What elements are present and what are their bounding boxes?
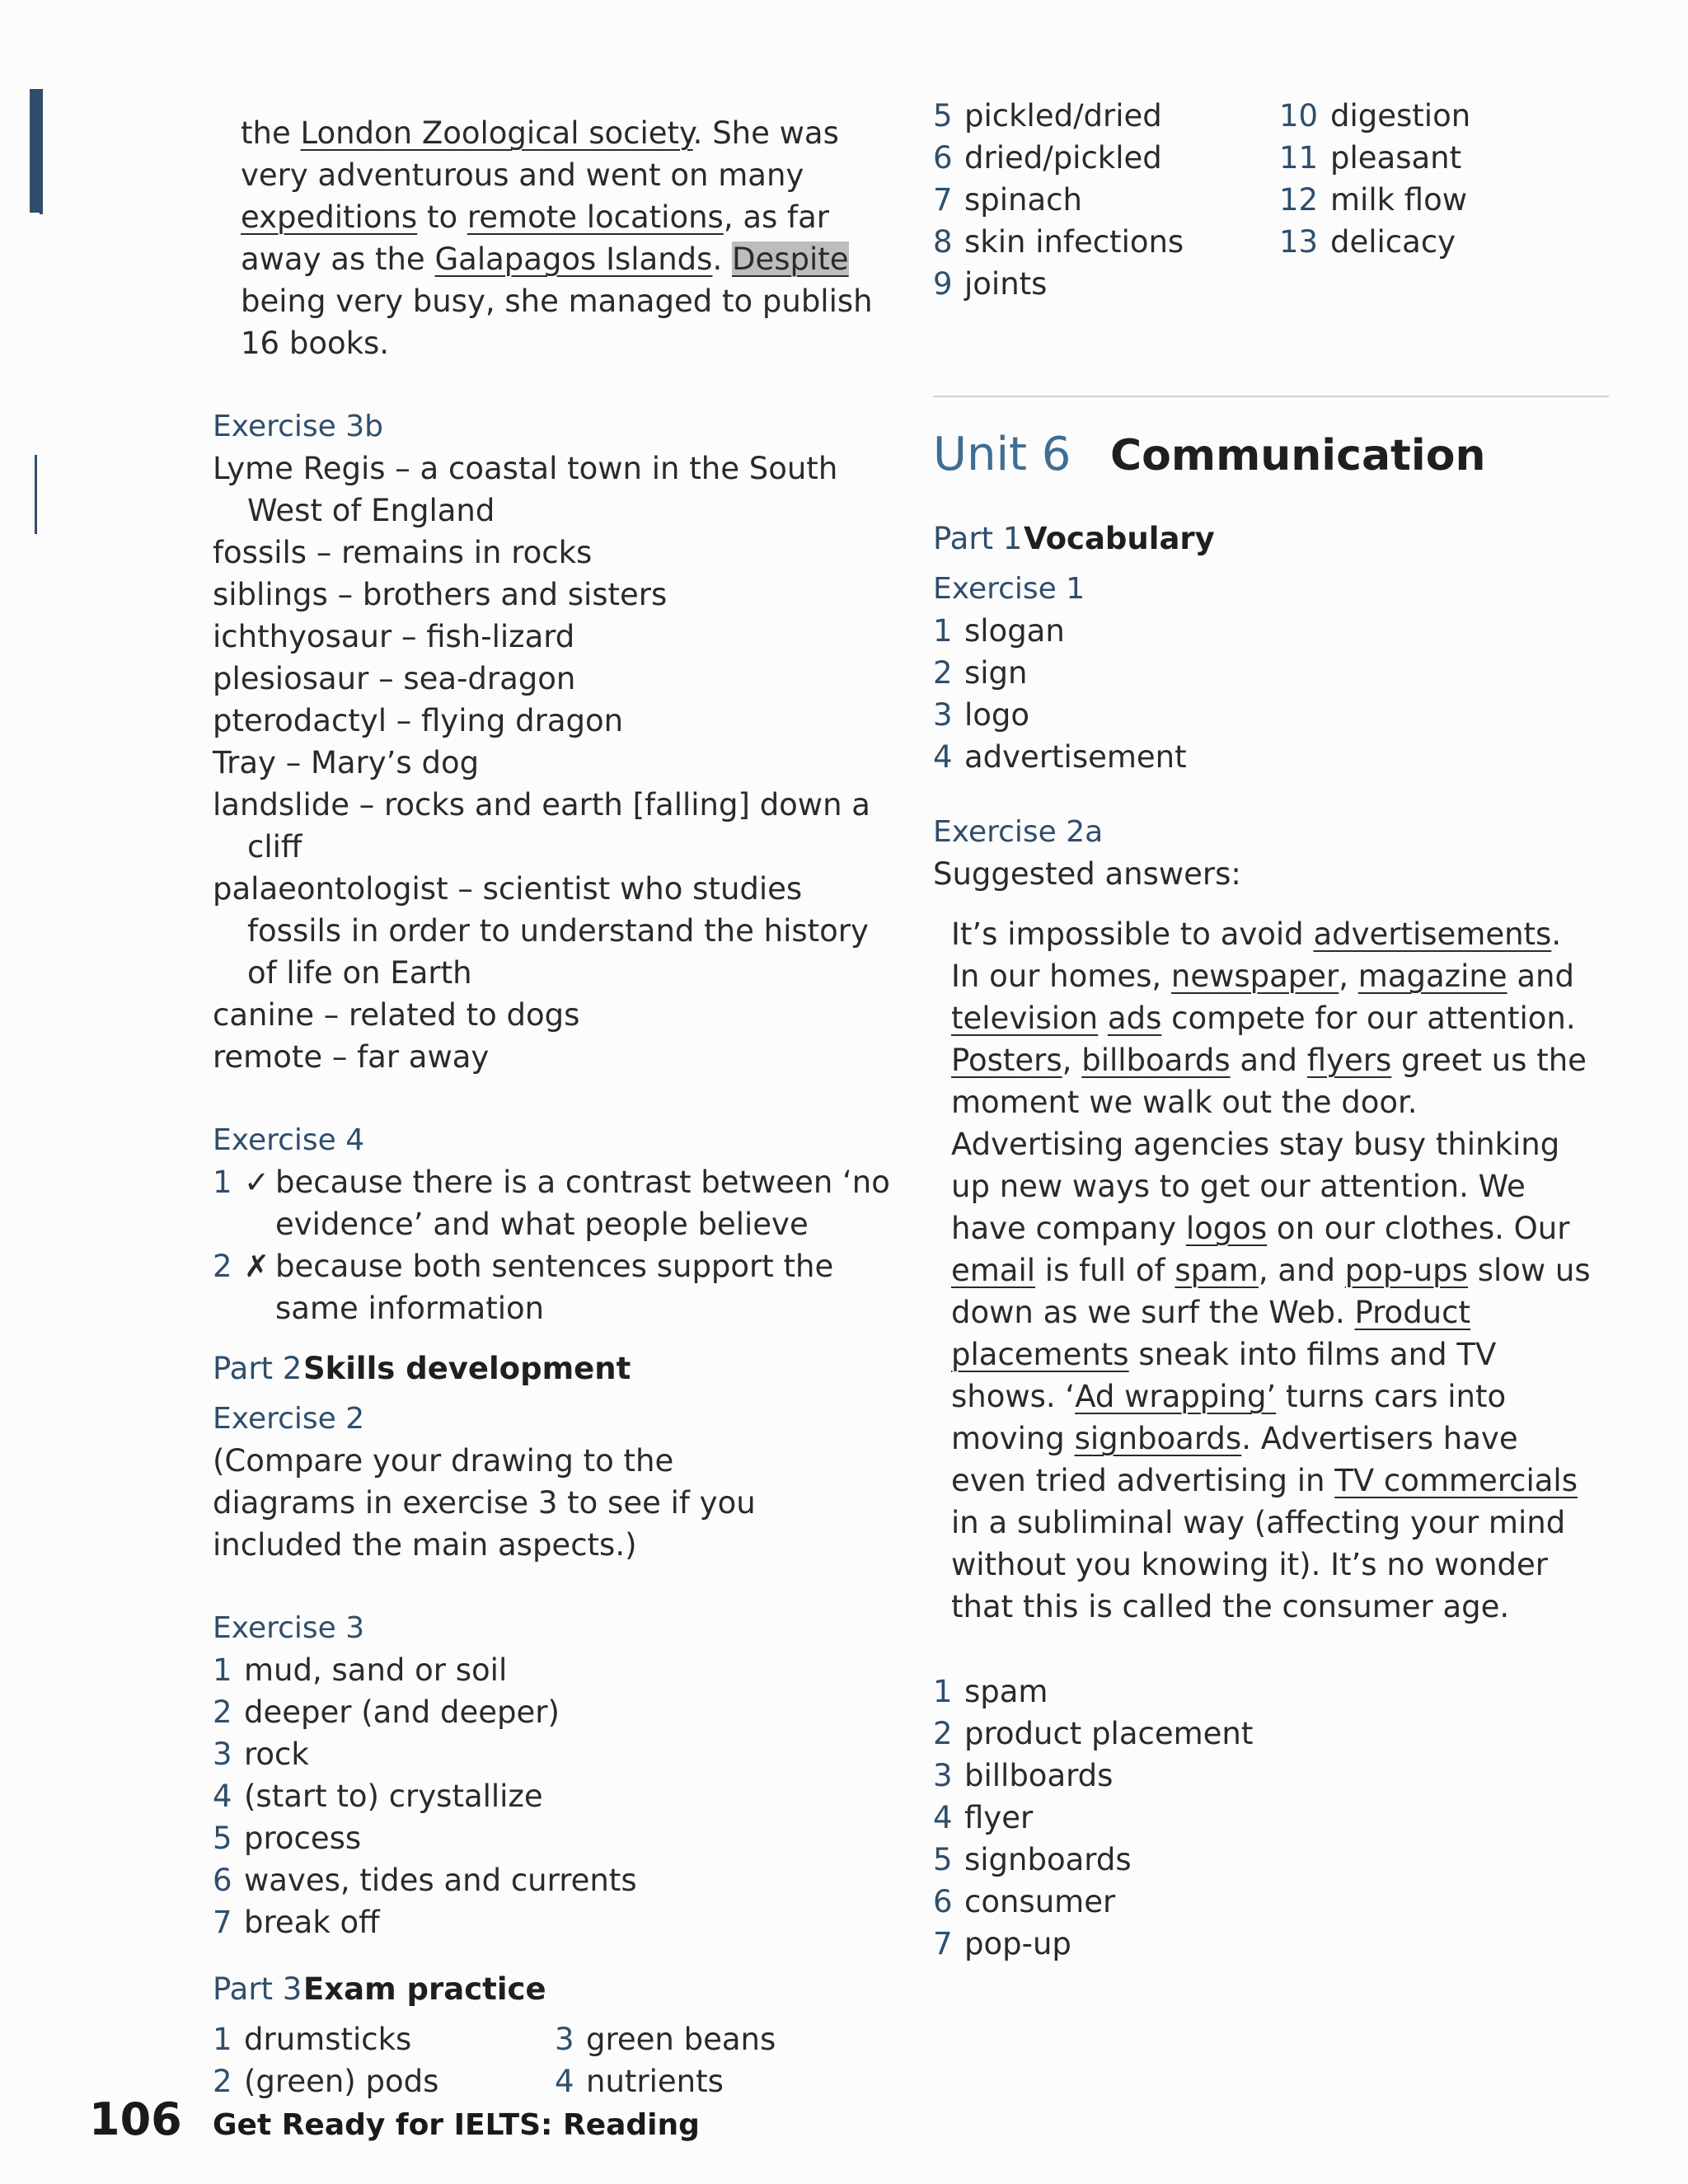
underlined-term: Product placements xyxy=(951,1295,1470,1372)
passage-text: greet us the moment we walk out the door. Advertising agencies stay busy thinking up new ways to get our attention. We have company xyxy=(951,1043,1587,1246)
part-heading xyxy=(213,1968,905,2010)
part-heading xyxy=(933,518,1609,560)
exercise-text: (Compare your drawing to the diagrams in exercise 3 to see if you included the main aspects.) xyxy=(213,1443,756,1563)
list-item xyxy=(933,736,1609,778)
item-text: advertisement xyxy=(964,739,1187,775)
item-text: delicacy xyxy=(1330,224,1456,260)
page-footer xyxy=(89,2093,700,2145)
item-number: 3 xyxy=(213,1736,232,1772)
list-item xyxy=(933,1881,1609,1923)
item-text: sign xyxy=(964,655,1028,691)
passage-text: turns cars into moving xyxy=(951,1379,1507,1456)
margin-marker xyxy=(40,173,43,214)
item-number: 2 xyxy=(213,1249,232,1284)
glossary-item: Lyme Regis – a coastal town in the South West of England xyxy=(213,451,838,528)
list-item xyxy=(1279,95,1592,137)
item-number: 2 xyxy=(213,1694,232,1730)
glossary-item: fossils – remains in rocks xyxy=(213,535,593,570)
list-item xyxy=(1279,221,1592,263)
list-item xyxy=(213,2018,555,2060)
item-text: product placement xyxy=(964,1716,1254,1751)
underlined-term: magazine xyxy=(1357,958,1507,994)
section-divider xyxy=(933,396,1609,397)
glossary-item: canine – related to dogs xyxy=(213,997,580,1033)
item-number: 6 xyxy=(213,1863,232,1898)
intro-text: being very busy, she managed to publish 16 books. xyxy=(241,284,873,361)
item-text: mud, sand or soil xyxy=(244,1652,508,1688)
underlined-term: ads xyxy=(1107,1001,1162,1036)
passage-text: is full of xyxy=(1035,1253,1175,1288)
list-item xyxy=(933,1923,1609,1965)
list-item xyxy=(933,263,1279,305)
list-item xyxy=(933,95,1279,137)
item-number xyxy=(1279,263,1330,305)
item-number: 1 xyxy=(213,1165,232,1200)
list-item xyxy=(933,1839,1609,1881)
underlined-term: pop-ups xyxy=(1344,1253,1468,1288)
item-text: skin infections xyxy=(964,224,1184,260)
item-number: 1 xyxy=(933,1674,953,1709)
item-number: 5 xyxy=(213,1821,232,1856)
passage-text: sneak into films and TV shows. ‘ xyxy=(951,1337,1497,1414)
item-number: 10 xyxy=(1279,98,1319,134)
list-item xyxy=(933,137,1279,179)
item-text: spinach xyxy=(964,182,1082,218)
underlined-term: flyers xyxy=(1306,1043,1392,1078)
item-number: 4 xyxy=(555,2064,574,2099)
item-number: 11 xyxy=(1279,140,1319,176)
item-text: (green) pods xyxy=(244,2064,439,2099)
item-text: milk flow xyxy=(1330,182,1467,218)
list-item xyxy=(213,1901,905,1943)
list-item xyxy=(213,1733,905,1775)
intro-underlined: expeditions xyxy=(241,199,418,235)
item-text: waves, tides and currents xyxy=(244,1863,637,1898)
intro-text: . xyxy=(712,241,732,277)
item-text: deeper (and deeper) xyxy=(244,1694,560,1730)
glossary-list xyxy=(213,448,905,1078)
underlined-term: TV commercials xyxy=(1334,1463,1578,1498)
list-item xyxy=(933,694,1609,736)
underlined-term: Posters xyxy=(951,1043,1062,1078)
item-text: process xyxy=(244,1821,362,1856)
item-number: 6 xyxy=(933,140,953,176)
item-text: green beans xyxy=(586,2022,776,2057)
glossary-item: pterodactyl – flying dragon xyxy=(213,703,624,738)
glossary-item: palaeontologist – scientist who studies fossils in order to understand the history of life on Earth xyxy=(213,871,869,991)
underlined-term: billboards xyxy=(1081,1043,1231,1078)
item-text: spam xyxy=(964,1674,1048,1709)
left-column xyxy=(213,112,905,2102)
item-number: 6 xyxy=(933,1884,953,1919)
exercise-heading: Exercise 2 xyxy=(213,1402,365,1436)
answer-passage xyxy=(933,913,1594,1628)
intro-underlined: London Zoological society xyxy=(300,115,693,151)
item-number: 2 xyxy=(933,655,953,691)
part-label: Part 3 xyxy=(213,1971,302,2007)
list-item xyxy=(213,1691,905,1733)
intro-text: the xyxy=(241,115,301,151)
list-item xyxy=(555,2018,897,2060)
underlined-term: television xyxy=(951,1001,1099,1036)
intro-underlined: remote locations xyxy=(467,199,724,235)
item-text: logo xyxy=(964,697,1030,733)
list-item xyxy=(933,1713,1609,1755)
intro-highlight: Despite xyxy=(731,241,849,277)
check-mark: ✓ xyxy=(244,1165,270,1200)
item-number: 2 xyxy=(933,1716,953,1751)
list-item xyxy=(1279,179,1592,221)
list-item xyxy=(1279,263,1592,305)
exercise-heading: Exercise 1 xyxy=(933,572,1085,606)
item-text: because both sentences support the same information xyxy=(275,1249,834,1326)
unit-title: Communication xyxy=(1110,431,1486,480)
glossary-item: Tray – Mary’s dog xyxy=(213,745,480,780)
part-label: Part 2 xyxy=(213,1351,302,1386)
unit-label: Unit 6 xyxy=(933,428,1071,481)
glossary-item: remote – far away xyxy=(213,1039,490,1075)
intro-underlined: Galapagos Islands xyxy=(434,241,713,277)
passage-text: , and xyxy=(1258,1253,1345,1288)
passage-text: compete for our attention. xyxy=(1161,1001,1576,1036)
item-number: 9 xyxy=(933,266,953,302)
list-item xyxy=(933,610,1609,652)
list-item xyxy=(1279,137,1592,179)
underlined-term: newspaper xyxy=(1170,958,1339,994)
list-item xyxy=(933,1797,1609,1839)
underlined-term: advertisements xyxy=(1313,916,1552,952)
item-number: 13 xyxy=(1279,224,1319,260)
item-number: 5 xyxy=(933,1842,953,1877)
list-item xyxy=(213,1817,905,1859)
passage-text: on our clothes. Our xyxy=(1267,1211,1570,1246)
check-mark: ✗ xyxy=(244,1249,270,1284)
answer-list xyxy=(213,1649,905,1943)
underlined-term: Ad wrapping’ xyxy=(1075,1379,1277,1414)
unit-heading xyxy=(933,422,1485,489)
passage-text: . Advertisers have even tried advertising in xyxy=(951,1421,1518,1498)
item-number: 7 xyxy=(933,1926,953,1961)
item-number: 7 xyxy=(213,1905,232,1940)
item-number: 4 xyxy=(933,739,953,775)
list-item xyxy=(213,1245,905,1329)
passage-text: and xyxy=(1230,1043,1307,1078)
item-number: 3 xyxy=(933,1758,953,1793)
underlined-term: logos xyxy=(1185,1211,1268,1246)
item-text: digestion xyxy=(1330,98,1471,134)
passage-text xyxy=(1098,1001,1108,1036)
passage-text: . In our homes, xyxy=(951,916,1562,994)
passage-text: , xyxy=(1339,958,1358,994)
part-title: Exam practice xyxy=(303,1971,546,2007)
item-text: flyer xyxy=(964,1800,1034,1835)
item-text: signboards xyxy=(964,1842,1132,1877)
answer-list xyxy=(213,1161,905,1329)
item-text: pop-up xyxy=(964,1926,1071,1961)
item-number: 1 xyxy=(933,613,953,649)
item-text: (start to) crystallize xyxy=(244,1779,543,1814)
item-text: consumer xyxy=(964,1884,1116,1919)
item-number: 3 xyxy=(933,697,953,733)
exercise-heading: Exercise 4 xyxy=(213,1123,365,1157)
item-text: dried/pickled xyxy=(964,140,1162,176)
item-text: rock xyxy=(244,1736,309,1772)
glossary-item: siblings – brothers and sisters xyxy=(213,577,668,612)
item-number: 4 xyxy=(933,1800,953,1835)
intro-text: . She was very adventurous and went on many xyxy=(241,115,839,193)
passage-text: and xyxy=(1507,958,1574,994)
page-number: 106 xyxy=(89,2093,182,2145)
part-label: Part 1 xyxy=(933,521,1023,556)
list-item xyxy=(933,1671,1609,1713)
item-number: 1 xyxy=(213,2022,232,2057)
list-item xyxy=(213,1775,905,1817)
item-text: break off xyxy=(244,1905,380,1940)
list-item xyxy=(933,1755,1609,1797)
exercise-heading: Exercise 2a xyxy=(933,815,1104,849)
item-number: 8 xyxy=(933,224,953,260)
passage-text: in a subliminal way (affecting your mind without you knowing it). It’s no wonder that this is called the consumer age. xyxy=(951,1505,1566,1624)
glossary-item: plesiosaur – sea-dragon xyxy=(213,661,576,696)
answer-grid xyxy=(933,95,1609,305)
list-item xyxy=(933,179,1279,221)
passage-text: , xyxy=(1062,1043,1082,1078)
underlined-term: email xyxy=(951,1253,1036,1288)
margin-marker xyxy=(35,455,37,534)
list-item xyxy=(213,1161,905,1245)
list-item xyxy=(213,1649,905,1691)
item-text: pleasant xyxy=(1330,140,1462,176)
part-title: Skills development xyxy=(303,1351,631,1386)
passage-text: slow us down as we surf the Web. xyxy=(951,1253,1591,1330)
item-number: 7 xyxy=(933,182,953,218)
glossary-item: landslide – rocks and earth [falling] down a cliff xyxy=(213,787,870,865)
item-text: because there is a contrast between ‘no evidence’ and what people believe xyxy=(275,1165,890,1242)
underlined-term: signboards xyxy=(1074,1421,1242,1456)
item-number: 5 xyxy=(933,98,953,134)
passage-text: It’s impossible to avoid xyxy=(951,916,1314,952)
intro-text: to xyxy=(417,199,467,235)
part-title: Vocabulary xyxy=(1024,521,1215,556)
glossary-item: ichthyosaur – fish-lizard xyxy=(213,619,575,654)
item-text: drumsticks xyxy=(244,2022,412,2057)
intro-text: , as far away as the xyxy=(241,199,829,277)
answer-list xyxy=(933,610,1609,778)
list-item xyxy=(213,1859,905,1901)
item-text: joints xyxy=(964,266,1048,302)
list-item xyxy=(933,652,1609,694)
intro-paragraph xyxy=(213,112,884,364)
list-item xyxy=(933,221,1279,263)
exercise-subheading: Suggested answers: xyxy=(933,856,1241,892)
book-title: Get Ready for IELTS: Reading xyxy=(213,2108,700,2142)
exercise-heading: Exercise 3 xyxy=(213,1611,365,1645)
item-number: 3 xyxy=(555,2022,574,2057)
item-number: 1 xyxy=(213,1652,232,1688)
answer-list xyxy=(933,1671,1609,1965)
right-column xyxy=(933,518,1609,1965)
part-heading xyxy=(213,1347,905,1390)
right-column-top xyxy=(933,95,1609,305)
item-number: 4 xyxy=(213,1779,232,1814)
item-number: 2 xyxy=(213,2064,232,2099)
item-text: nutrients xyxy=(586,2064,724,2099)
item-number: 12 xyxy=(1279,182,1319,218)
exercise-heading: Exercise 3b xyxy=(213,410,383,443)
item-text: slogan xyxy=(964,613,1065,649)
answer-grid xyxy=(213,2018,905,2102)
item-text: billboards xyxy=(964,1758,1114,1793)
underlined-term: spam xyxy=(1175,1253,1259,1288)
item-text: pickled/dried xyxy=(964,98,1162,134)
